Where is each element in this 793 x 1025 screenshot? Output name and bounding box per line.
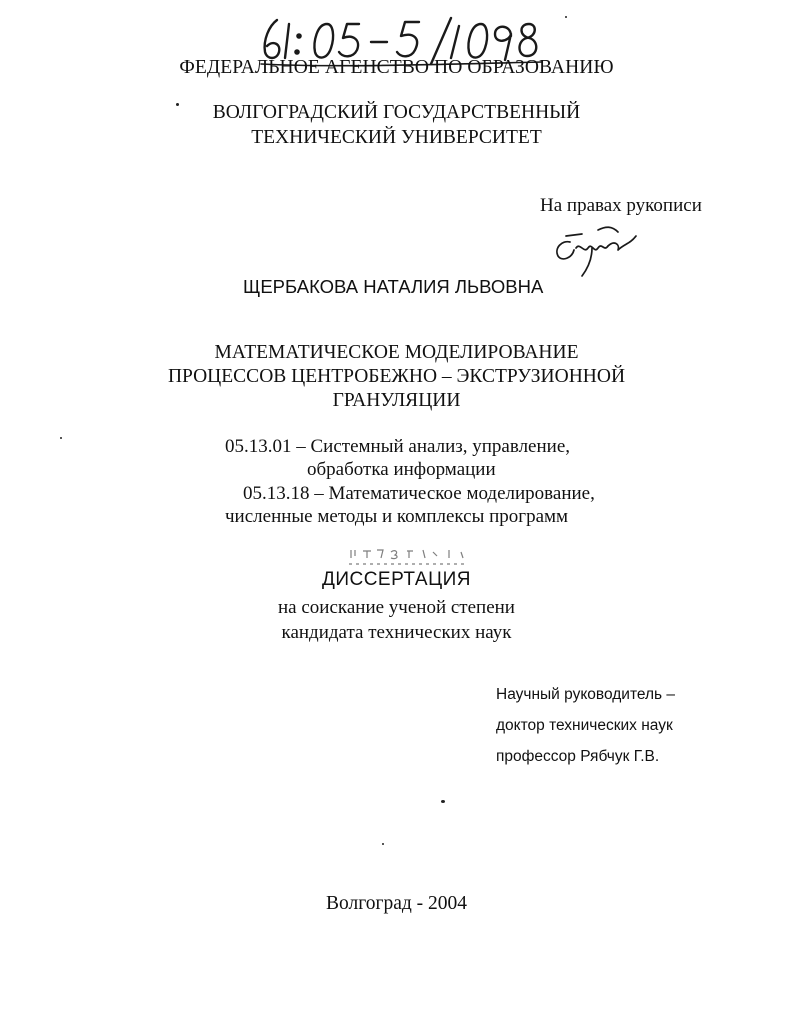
agency-name: ФЕДЕРАЛЬНОЕ АГЕНСТВО ПО ОБРАЗОВАНИЮ [179,57,614,78]
dissertation-title-line-1: МАТЕМАТИЧЕСКОЕ МОДЕЛИРОВАНИЕ [214,342,579,363]
scan-speck [176,103,179,106]
specialty-line-3: 05.13.18 – Математическое моделирование, [243,483,595,504]
advisor-degree: доктор технических наук [496,717,673,734]
place-and-year: Волгоград - 2004 [325,893,468,914]
document-type: ДИССЕРТАЦИЯ [321,569,472,590]
university-name-line-1: ВОЛГОГРАДСКИЙ ГОСУДАРСТВЕННЫЙ [212,102,581,123]
specialty-line-1: 05.13.01 – Системный анализ, управление, [225,436,570,457]
scan-speck [382,843,384,845]
dissertation-title-line-3: ГРАНУЛЯЦИИ [332,390,461,411]
library-stamp-marks [345,546,477,570]
degree-line-1: на соискание ученой степени [278,597,515,618]
manuscript-rights-note: На правах рукописи [540,195,702,216]
dissertation-title-line-2: ПРОЦЕССОВ ЦЕНТРОБЕЖНО – ЭКСТРУЗИОННОЙ [167,366,626,387]
advisor-role: Научный руководитель – [496,686,676,703]
degree-line-2: кандидата технических наук [281,622,512,643]
specialty-line-2: обработка информации [307,459,496,480]
author-name: ЩЕРБАКОВА НАТАЛИЯ ЛЬВОВНА [243,276,544,297]
scan-speck [441,800,445,803]
university-name-line-2: ТЕХНИЧЕСКИЙ УНИВЕРСИТЕТ [251,127,542,148]
scan-speck [60,437,62,439]
specialty-line-4: численные методы и комплексы программ [225,506,569,527]
advisor-name: профессор Рябчук Г.В. [496,748,660,765]
author-signature [548,222,638,280]
scan-speck [565,16,567,18]
